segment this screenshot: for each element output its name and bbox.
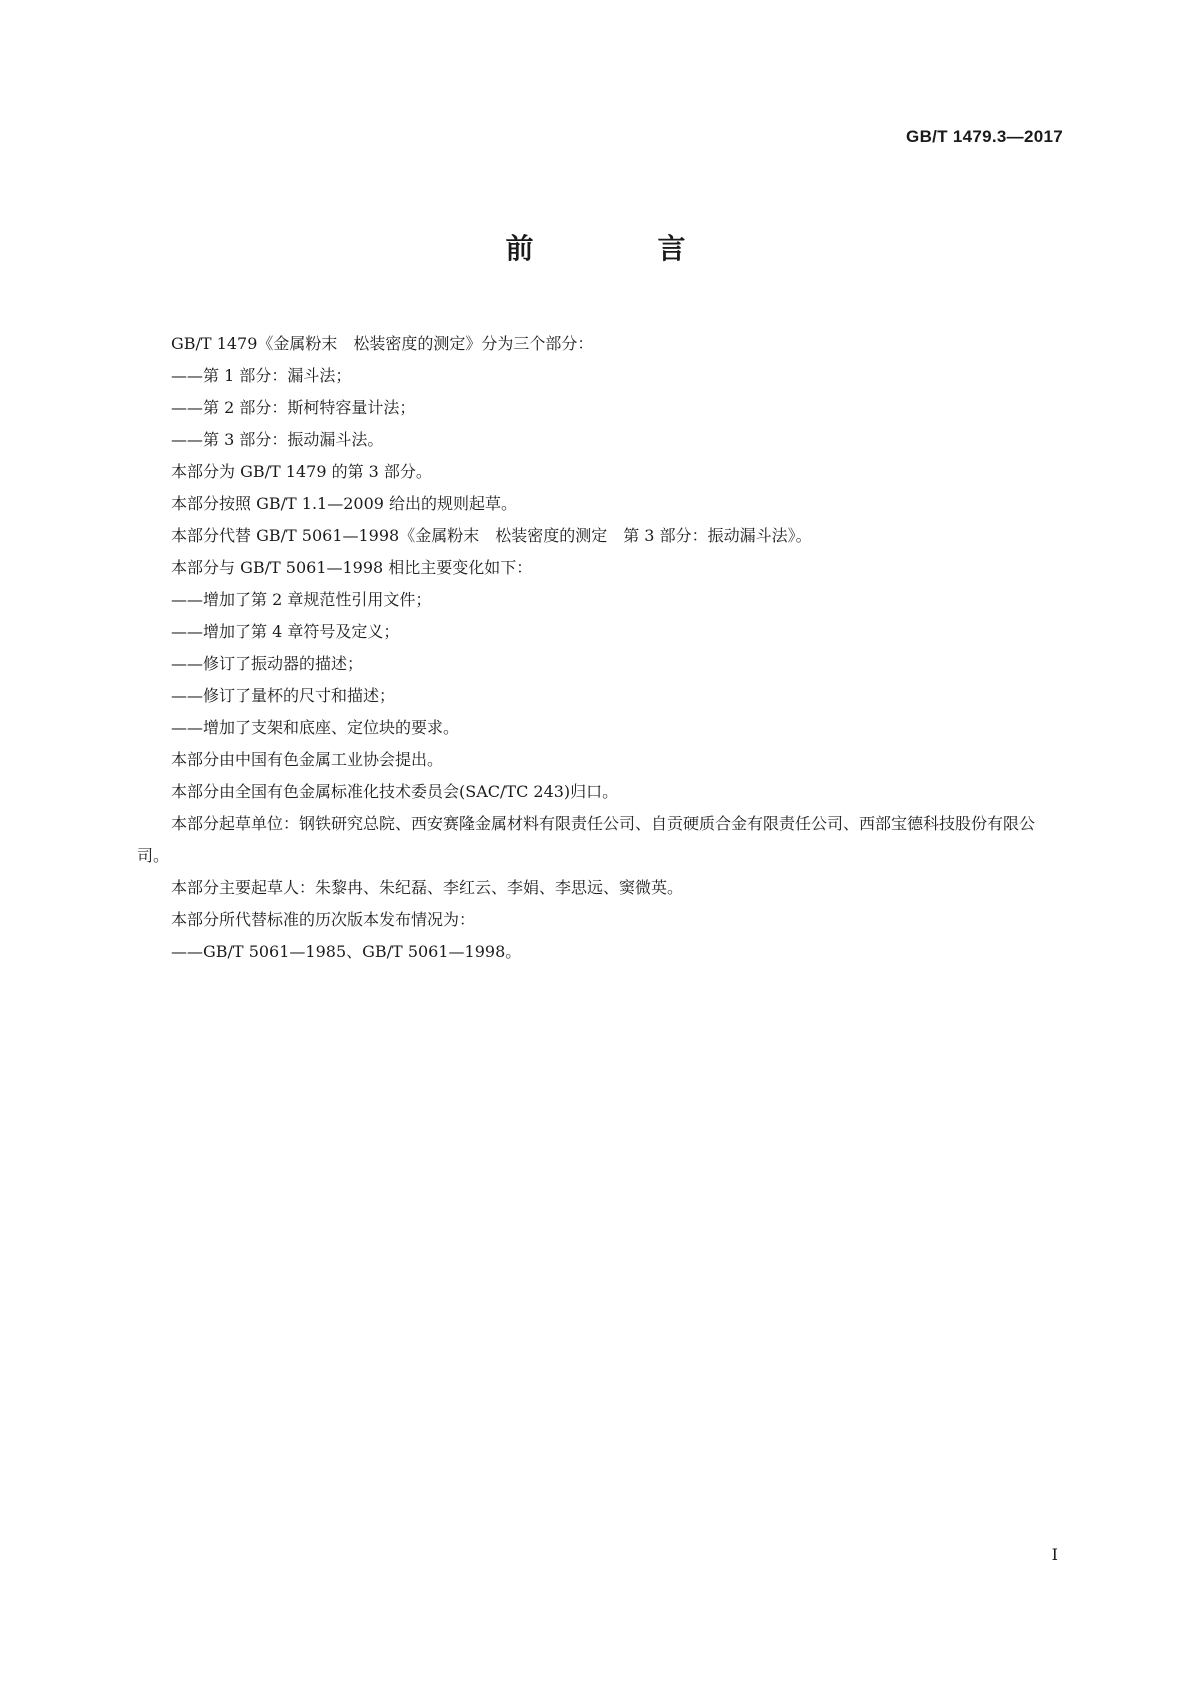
list-item-part-3: ——第 3 部分：振动漏斗法。 <box>171 430 384 449</box>
paragraph-centralized-by: 本部分由全国有色金属标准化技术委员会(SAC/TC 243)归口。 <box>171 782 619 801</box>
list-item-change-1: ——增加了第 2 章规范性引用文件； <box>171 590 432 609</box>
paragraph-changes-intro: 本部分与 GB/T 5061—1998 相比主要变化如下： <box>171 558 533 577</box>
paragraph-drafting-rules: 本部分按照 GB/T 1.1—2009 给出的规则起草。 <box>171 494 518 513</box>
paragraph-parts-intro: GB/T 1479《金属粉末 松装密度的测定》分为三个部分： <box>171 334 594 353</box>
paragraph-proposed-by: 本部分由中国有色金属工业协会提出。 <box>171 750 444 769</box>
list-item-version-history: ——GB/T 5061—1985、GB/T 5061—1998。 <box>171 942 522 961</box>
list-item-part-2: ——第 2 部分：斯柯特容量计法； <box>171 398 416 417</box>
standard-code: GB/T 1479.3—2017 <box>906 127 1063 146</box>
paragraph-drafting-units: 本部分起草单位：钢铁研究总院、西安赛隆金属材料有限责任公司、自贡硬质合金有限责任公司、西部宝德科技股份有限公司。 <box>137 814 1036 865</box>
paragraph-replaces: 本部分代替 GB/T 5061—1998《金属粉末 松装密度的测定 第 3 部分：振动漏斗法》。 <box>171 526 812 545</box>
list-item-change-2: ——增加了第 4 章符号及定义； <box>171 622 400 641</box>
page-number: I <box>1051 1545 1058 1564</box>
list-item-change-4: ——修订了量杯的尺寸和描述； <box>171 686 396 705</box>
paragraph-drafters: 本部分主要起草人：朱黎冉、朱纪磊、李红云、李娟、李思远、窦微英。 <box>171 878 684 897</box>
list-item-part-1: ——第 1 部分：漏斗法； <box>171 366 352 385</box>
page-title: 前 言 <box>505 232 734 265</box>
list-item-change-5: ——增加了支架和底座、定位块的要求。 <box>171 718 460 737</box>
list-item-change-3: ——修订了振动器的描述； <box>171 654 364 673</box>
paragraph-this-part: 本部分为 GB/T 1479 的第 3 部分。 <box>171 462 432 481</box>
foreword-body <box>137 328 1057 968</box>
paragraph-version-history-intro: 本部分所代替标准的历次版本发布情况为： <box>171 910 476 929</box>
